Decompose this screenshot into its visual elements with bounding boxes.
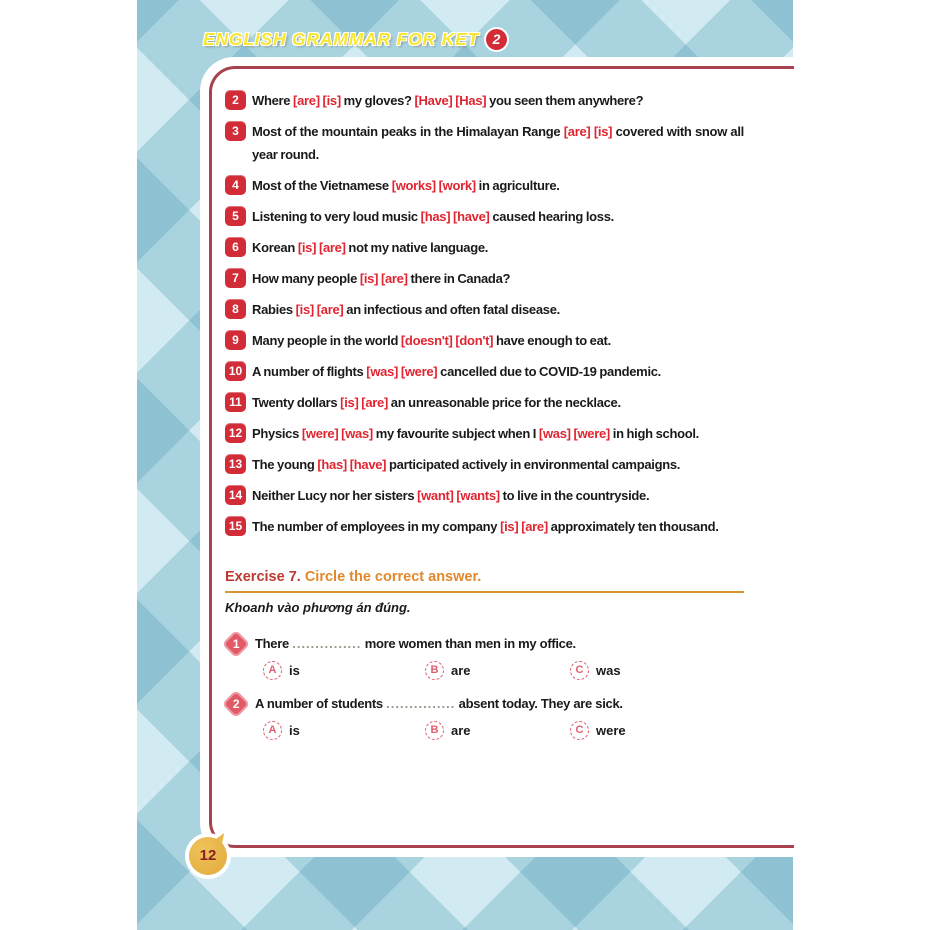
exercise-label: Exercise 7. bbox=[225, 569, 301, 585]
item-text: Most of the Vietnamese [works] [work] in agriculture. bbox=[252, 178, 560, 193]
option-a[interactable] bbox=[263, 721, 425, 740]
option-label: are bbox=[451, 663, 471, 678]
fill-item bbox=[225, 360, 744, 383]
answer-choice: [has] bbox=[317, 457, 347, 472]
item-number-badge: 2 bbox=[225, 90, 246, 110]
answer-choice: [were] bbox=[301, 426, 339, 441]
fill-item bbox=[225, 453, 744, 476]
fill-item bbox=[225, 391, 744, 414]
answer-choice: [is] bbox=[340, 395, 359, 410]
answer-choice: [want] bbox=[417, 488, 454, 503]
item-number-badge: 14 bbox=[225, 485, 246, 505]
answer-choice: [don't] bbox=[455, 333, 494, 348]
item-text: Many people in the world [doesn't] [don't] have enough to eat. bbox=[252, 333, 611, 348]
item-number-badge: 4 bbox=[225, 175, 246, 195]
question-number-diamond: 2 bbox=[222, 690, 250, 718]
exercise-heading bbox=[225, 568, 744, 593]
fill-item bbox=[225, 422, 744, 445]
option-letter-circle[interactable]: B bbox=[425, 661, 444, 680]
item-number-badge: 3 bbox=[225, 121, 246, 141]
answer-choice: [were] bbox=[400, 364, 438, 379]
exercise-translation: Khoanh vào phương án đúng. bbox=[225, 600, 411, 615]
options-row bbox=[225, 721, 744, 740]
answer-choice: [are] bbox=[361, 395, 388, 410]
option-letter-circle[interactable]: A bbox=[263, 661, 282, 680]
content-card bbox=[200, 57, 794, 857]
item-text: The number of employees in my company [is] [are] approximately ten thousand. bbox=[252, 519, 719, 534]
option-label: is bbox=[289, 723, 300, 738]
answer-choice: [is] bbox=[322, 93, 341, 108]
answer-choice: [is] bbox=[500, 519, 519, 534]
option-letter-circle[interactable]: C bbox=[570, 661, 589, 680]
answer-choice: [Have] bbox=[414, 93, 453, 108]
option-label: are bbox=[451, 723, 471, 738]
answer-choice: [wants] bbox=[456, 488, 500, 503]
answer-blank[interactable]: ............... bbox=[386, 696, 456, 711]
question-row bbox=[225, 692, 744, 715]
option-a[interactable] bbox=[263, 661, 425, 680]
item-number-badge: 12 bbox=[225, 423, 246, 443]
item-text: Neither Lucy nor her sisters [want] [wants] to live in the countryside. bbox=[252, 488, 650, 503]
item-number-badge: 8 bbox=[225, 299, 246, 319]
answer-choice: [is] bbox=[593, 124, 613, 139]
item-number-badge: 15 bbox=[225, 516, 246, 536]
answer-choice: [are] bbox=[380, 271, 408, 286]
answer-choice: [doesn't] bbox=[400, 333, 453, 348]
option-c[interactable] bbox=[570, 721, 626, 740]
fill-item bbox=[225, 205, 744, 228]
option-letter-circle[interactable]: A bbox=[263, 721, 282, 740]
item-number-badge: 10 bbox=[225, 361, 246, 381]
item-text: Most of the mountain peaks in the Himalayan Range [are] [is] covered with snow all year round. bbox=[252, 124, 744, 162]
options-row bbox=[225, 661, 744, 680]
answer-choice: [are] bbox=[521, 519, 548, 534]
option-c[interactable] bbox=[570, 661, 621, 680]
fill-items-list bbox=[225, 89, 744, 538]
option-b[interactable] bbox=[425, 661, 570, 680]
answer-choice: [work] bbox=[438, 178, 476, 193]
question-text: A number of students ............... absent today. They are sick. bbox=[255, 696, 623, 711]
item-number-badge: 7 bbox=[225, 268, 246, 288]
fill-item bbox=[225, 89, 744, 112]
answer-choice: [have] bbox=[349, 457, 387, 472]
answer-choice: [has] bbox=[420, 209, 451, 224]
multiple-choice-questions bbox=[225, 632, 744, 740]
answer-choice: [have] bbox=[453, 209, 490, 224]
answer-choice: [was] bbox=[341, 426, 373, 441]
option-label: is bbox=[289, 663, 300, 678]
option-letter-circle[interactable]: B bbox=[425, 721, 444, 740]
option-label: was bbox=[596, 663, 621, 678]
fill-item bbox=[225, 120, 744, 166]
item-text: The young [has] [have] participated actively in environmental campaigns. bbox=[252, 457, 681, 472]
answer-choice: [is] bbox=[295, 302, 314, 317]
item-number-badge: 9 bbox=[225, 330, 246, 350]
book-title: ENGLISH GRAMMAR FOR KET bbox=[203, 29, 480, 49]
question-number-diamond: 1 bbox=[222, 630, 250, 658]
fill-item bbox=[225, 515, 744, 538]
exercise-instruction: Circle the correct answer. bbox=[304, 569, 482, 585]
fill-item bbox=[225, 174, 744, 197]
fill-item bbox=[225, 236, 744, 259]
option-letter-circle[interactable]: C bbox=[570, 721, 589, 740]
answer-choice: [are] bbox=[293, 93, 320, 108]
fill-item bbox=[225, 267, 744, 290]
answer-blank[interactable]: ............... bbox=[292, 636, 362, 651]
answer-choice: [are] bbox=[316, 302, 344, 317]
answer-choice: [was] bbox=[538, 426, 571, 441]
answer-choice: [were] bbox=[573, 426, 610, 441]
option-b[interactable] bbox=[425, 721, 570, 740]
item-text: Twenty dollars [is] [are] an unreasonable price for the necklace. bbox=[252, 395, 621, 410]
answer-choice: [Has] bbox=[455, 93, 487, 108]
item-text: Where [are] [is] my gloves? [Have] [Has] you seen them anywhere? bbox=[252, 93, 644, 108]
item-number-badge: 5 bbox=[225, 206, 246, 226]
volume-badge: 2 bbox=[486, 29, 507, 50]
question-text: There ............... more women than men in my office. bbox=[255, 636, 576, 651]
item-number-badge: 13 bbox=[225, 454, 246, 474]
answer-choice: [are] bbox=[563, 124, 591, 139]
item-text: How many people [is] [are] there in Canada? bbox=[252, 271, 511, 286]
page-header bbox=[203, 29, 507, 50]
content-card-border bbox=[209, 66, 794, 848]
fill-item bbox=[225, 484, 744, 507]
answer-choice: [is] bbox=[359, 271, 379, 286]
item-number-badge: 11 bbox=[225, 392, 246, 412]
item-number-badge: 6 bbox=[225, 237, 246, 257]
answer-choice: [is] bbox=[297, 240, 317, 255]
option-label: were bbox=[596, 723, 626, 738]
answer-choice: [was] bbox=[366, 364, 399, 379]
page-number-badge: 12 bbox=[189, 837, 227, 875]
answer-choice: [are] bbox=[318, 240, 346, 255]
item-text: Listening to very loud music [has] [have] caused hearing loss. bbox=[252, 209, 614, 224]
fill-item bbox=[225, 298, 744, 321]
answer-choice: [works] bbox=[391, 178, 436, 193]
item-text: A number of flights [was] [were] cancelled due to COVID-19 pandemic. bbox=[252, 364, 661, 379]
item-text: Physics [were] [was] my favourite subject when I [was] [were] in high school. bbox=[252, 426, 699, 441]
question-row bbox=[225, 632, 744, 655]
item-text: Korean [is] [are] not my native language. bbox=[252, 240, 489, 255]
item-text: Rabies [is] [are] an infectious and often fatal disease. bbox=[252, 302, 560, 317]
fill-item bbox=[225, 329, 744, 352]
